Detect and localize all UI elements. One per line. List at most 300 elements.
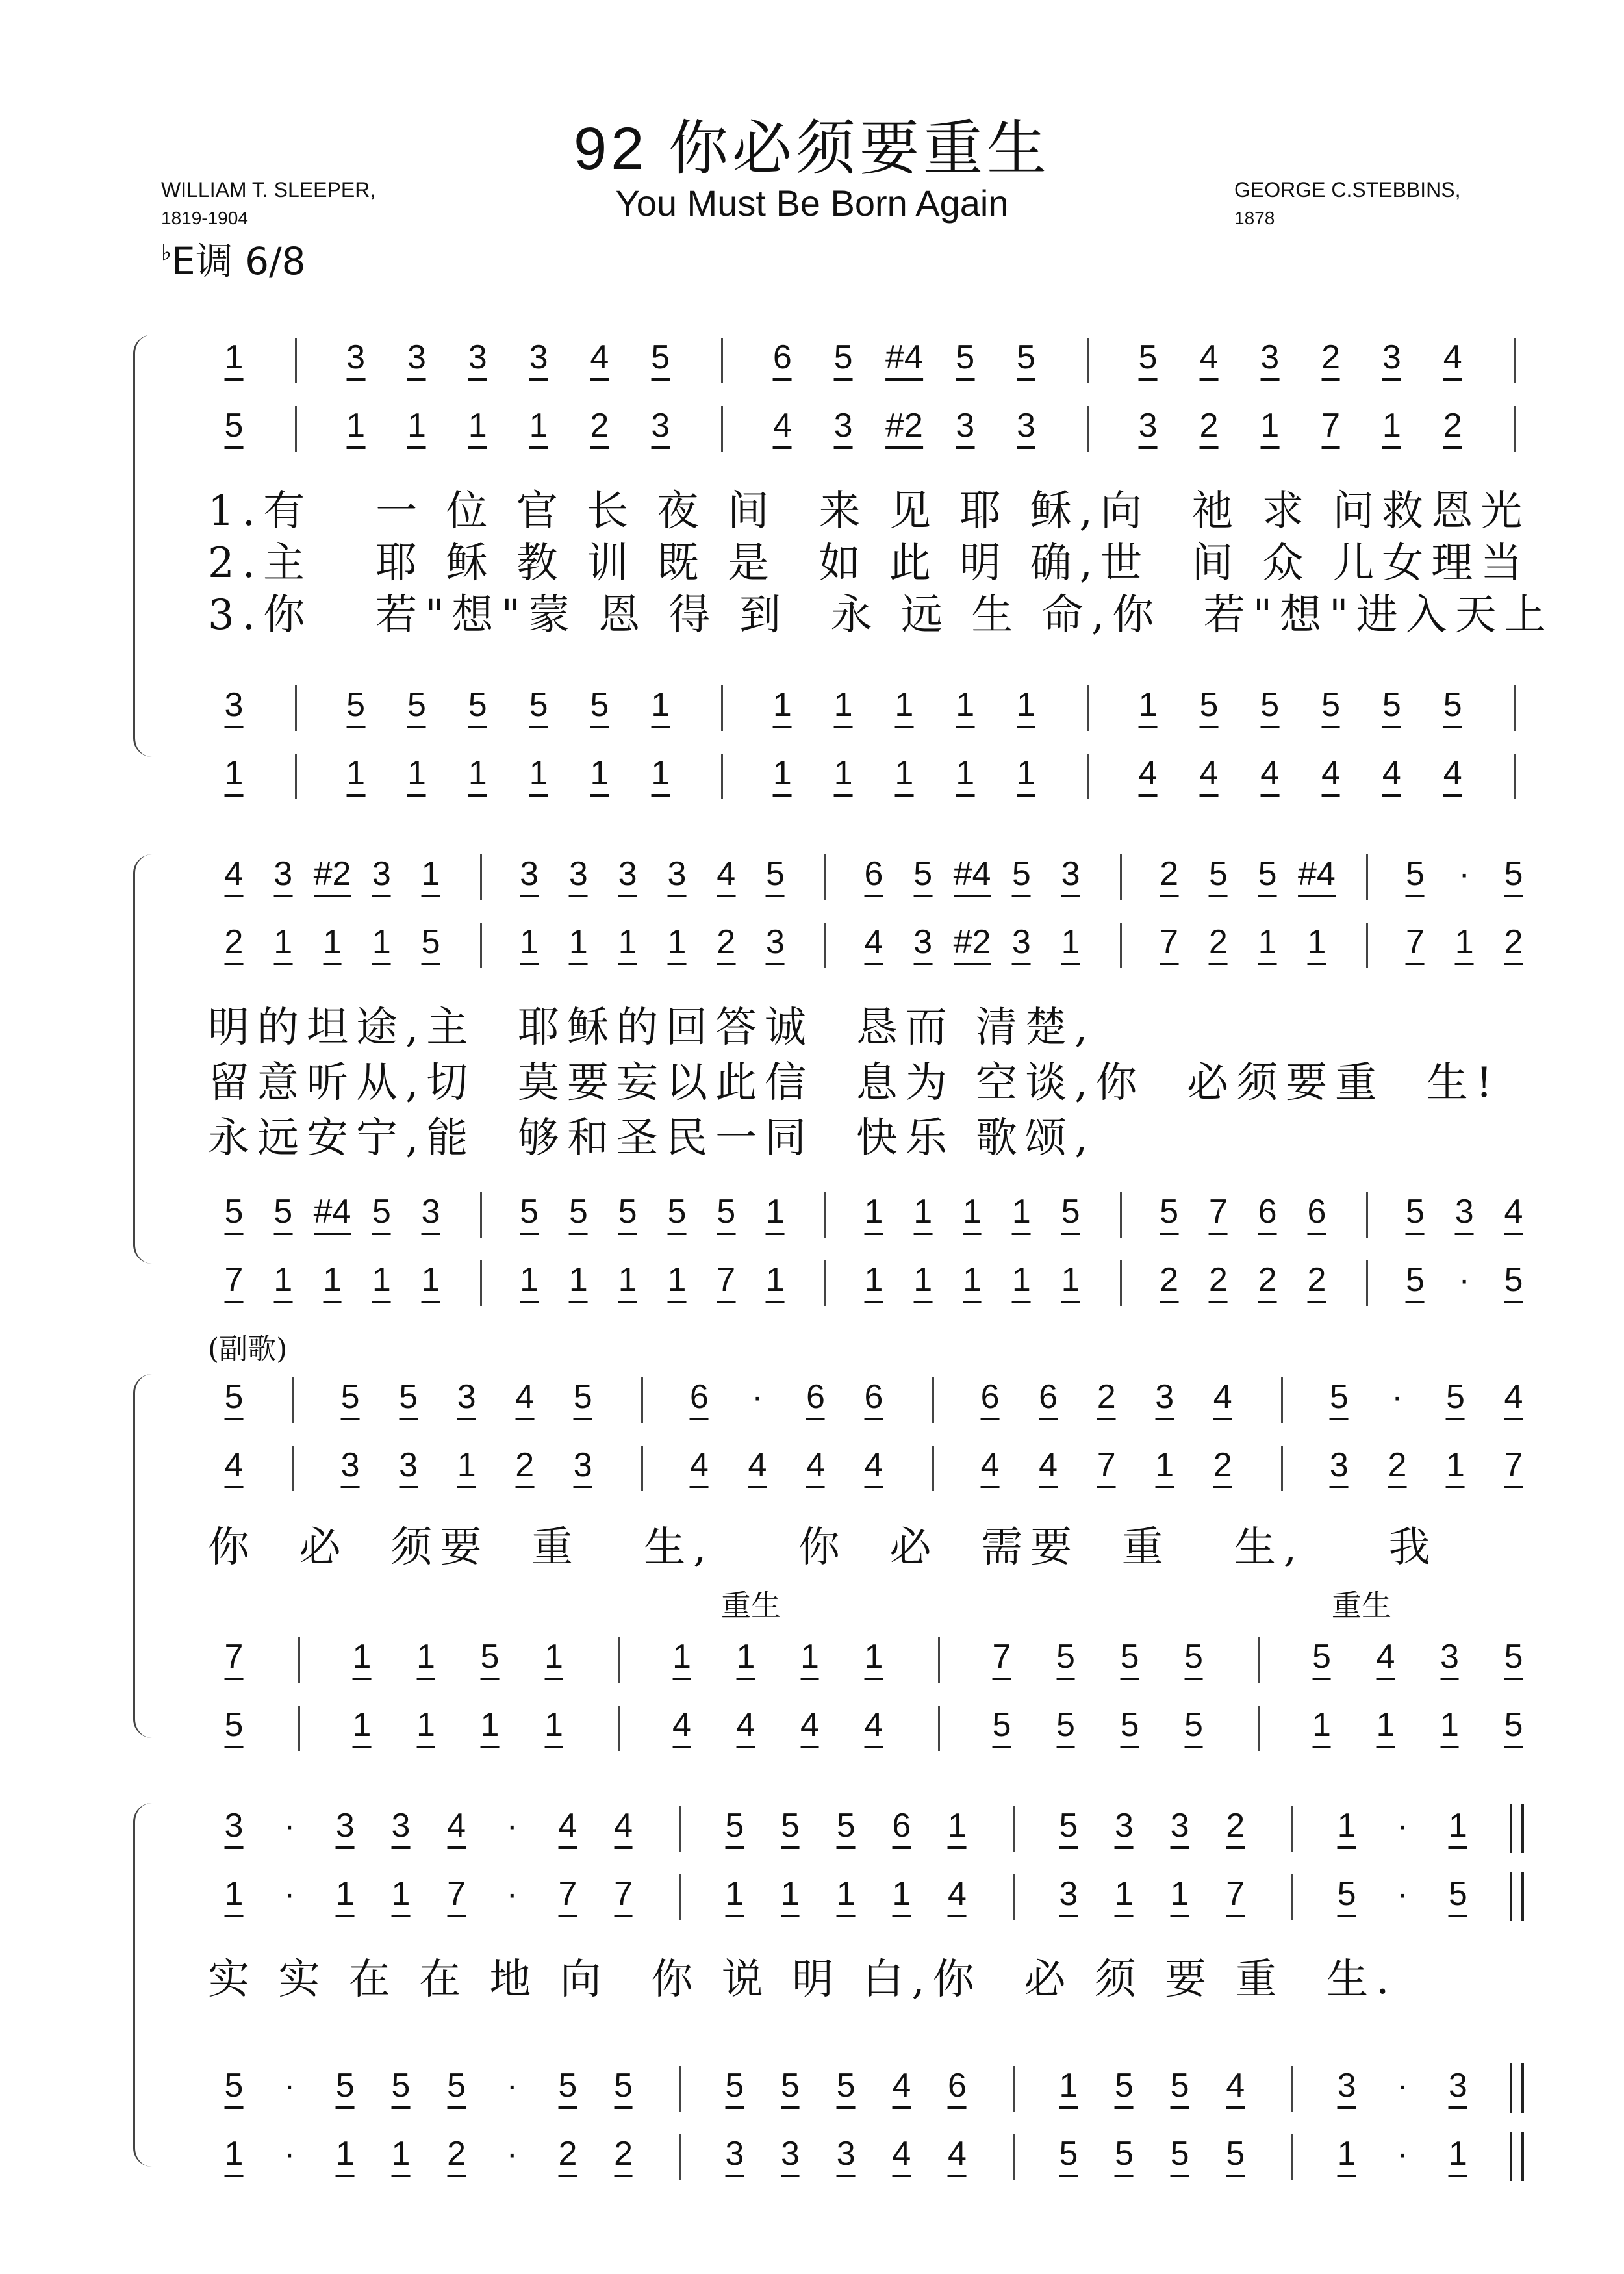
note-text: 1 [457,1446,476,1484]
note [225,1377,244,1420]
note-text: 1 [407,754,426,792]
underline [1449,1915,1467,1917]
underline [614,1915,633,1917]
note [346,685,365,728]
note-text: 5 [224,407,244,444]
note-text: 1 [1440,1706,1459,1744]
note-text: 1 [864,1638,883,1676]
underline [225,794,244,797]
note-text: 1 [1059,2067,1078,2104]
note-text: 5 [1329,1378,1349,1416]
note-text: 5 [1382,686,1401,724]
note-text: 1 [416,1638,435,1676]
note [837,2134,856,2177]
note [1330,1446,1349,1488]
note [273,1260,292,1303]
note [1199,338,1218,381]
note-text: 1 [335,2135,355,2173]
underline [1209,895,1228,897]
note [725,2066,744,2109]
dot-symbol [507,2134,518,2173]
underline [651,378,670,381]
note-text: 3 [372,855,391,893]
underline [614,2106,633,2109]
underline [1455,963,1474,965]
note-text: 5 [992,1706,1011,1744]
note-text: 2 [1226,1807,1245,1845]
note [737,1706,755,1748]
note [1443,685,1462,728]
barline [1087,685,1089,731]
note-text: 3 [421,1193,440,1231]
note-text: 1 [372,1261,391,1299]
note [225,2134,244,2177]
note [1012,923,1031,965]
note-text: · [1458,855,1470,893]
note-text: 3 [1138,407,1158,444]
note [773,406,792,449]
barline [721,754,723,799]
note [948,2134,967,2177]
note-text: 5 [1160,1193,1179,1231]
note-text: · [283,1875,296,1913]
underline [346,446,365,449]
note-text: 1 [781,1875,800,1913]
note [1139,406,1158,449]
underline [569,1301,588,1303]
note [468,754,487,797]
underline [892,2175,911,2177]
note-text: 5 [1260,686,1280,724]
note-text: 4 [224,1446,244,1484]
note-text: · [283,2135,296,2173]
note-text: 5 [1208,855,1228,893]
note [1504,1260,1523,1303]
note-text: 1 [346,754,366,792]
note-text: 1 [468,754,487,792]
note-text: 1 [651,686,670,724]
underline [1184,1746,1203,1748]
note-text: 7 [1321,407,1341,444]
note-text: 6 [806,1378,825,1416]
note [1226,1874,1245,1917]
note [481,1637,500,1680]
underline [1298,895,1336,897]
underline [1382,378,1401,381]
note-text: 4 [1260,754,1280,792]
note [1061,1192,1080,1235]
note-text: 1 [224,1875,244,1913]
underline [1012,1233,1031,1235]
underline [1039,1418,1058,1420]
note-text: 3 [836,2135,856,2173]
barline [295,338,297,383]
note [913,854,932,897]
underline [1115,2175,1134,2177]
underline [1307,963,1326,965]
note [1199,754,1218,797]
note [956,685,974,728]
note [651,338,670,381]
underline [1199,446,1218,449]
underline [372,1301,391,1303]
barline [1087,406,1089,452]
note [407,685,426,728]
note-text: 4 [1138,754,1158,792]
underline [346,378,365,381]
note-text: 4 [515,1378,535,1416]
dot-symbol [284,2066,295,2105]
flat-sign: ♭ [161,240,172,266]
underline [273,1301,292,1303]
underline [781,2106,800,2109]
underline [963,1233,982,1235]
note [273,1192,292,1235]
note-text: 1 [224,339,244,376]
note [892,2134,911,2177]
note-text: 3 [399,1446,418,1484]
notation-row [0,854,1624,906]
underline [391,1915,410,1917]
note [1056,1706,1075,1748]
note-text: 1 [407,407,426,444]
note-text: 1 [833,754,853,792]
lyric-line: 实 实 在 在 地 向 你 说 明 白,你 必 须 要 重 生. [208,1956,1397,2004]
barline [298,1706,300,1751]
underline [1226,2106,1245,2109]
barline [679,2066,681,2112]
note [1406,1260,1425,1303]
note [399,1377,418,1420]
underline [837,1915,856,1917]
note-text: 1 [1138,686,1158,724]
note [590,338,609,381]
underline [422,1301,440,1303]
underline [574,1418,592,1420]
note-text: 4 [1199,754,1219,792]
lyricist-name: WILLIAM T. SLEEPER, [161,178,376,201]
underline [1209,963,1228,965]
underline [913,1233,932,1235]
note-text: 5 [1321,686,1341,724]
barline [824,854,826,900]
underline [529,726,548,728]
underline [837,1846,856,1849]
underline [651,726,670,728]
note-text: 1 [529,754,548,792]
underline [1171,2106,1189,2109]
note-text: 5 [781,2067,800,2104]
note [766,1192,785,1235]
note-text: 1 [1017,754,1035,792]
final-barline [1510,1872,1524,1921]
note [1446,1446,1465,1488]
note-text: 1 [346,407,366,444]
note [468,406,487,449]
underline [725,1846,744,1849]
note [834,685,853,728]
note [1115,2066,1134,2109]
underline [1312,1678,1331,1680]
note [913,1192,932,1235]
note [1017,406,1035,449]
barline [292,1377,294,1423]
underline [993,1678,1011,1680]
underline [1504,1418,1523,1420]
barline [679,2134,681,2180]
note [1199,685,1218,728]
note-text: 7 [992,1638,1011,1676]
note [336,2134,355,2177]
note-text: 3 [765,923,785,961]
note-text: 5 [558,2067,577,2104]
note-text: 5 [1226,2135,1245,2173]
underline [885,446,923,449]
note-text: 1 [568,1261,588,1299]
note-text: 2 [1097,1378,1116,1416]
note-text: 1 [1260,407,1280,444]
barline [721,406,723,452]
underline [690,1486,709,1488]
note [1226,2134,1245,2177]
note [1298,854,1336,897]
underline [569,895,588,897]
note [353,1637,372,1680]
barline [480,854,482,900]
underline [314,1233,351,1235]
underline [618,1233,637,1235]
underline [781,2175,800,2177]
note [468,685,487,728]
note [865,1637,883,1680]
underline [468,446,487,449]
barline [1366,923,1368,968]
note-text: 1 [963,1261,982,1299]
note [834,338,853,381]
underline [725,2175,744,2177]
underline [457,1418,476,1420]
note [956,754,974,797]
underline [1504,1233,1523,1235]
note [225,754,244,797]
note-text: 1 [391,1875,411,1913]
underline [1017,726,1035,728]
note-text: 3 [340,1446,360,1484]
note [372,1260,391,1303]
note-text: 4 [1443,339,1462,376]
note-text: 1 [544,1638,563,1676]
underline [558,1846,577,1849]
dot-symbol [507,2066,518,2105]
underline [323,1301,342,1303]
note [781,1874,800,1917]
lyricist-years: 1819-1904 [161,208,248,228]
underline [894,794,913,797]
underline [1039,1486,1058,1488]
note-text: 5 [1504,1638,1523,1676]
note-text: 7 [224,1638,244,1676]
note [1121,1706,1139,1748]
underline [834,446,853,449]
note-text: 4 [1443,754,1462,792]
underline [1056,1746,1075,1748]
note-text: 5 [1337,1875,1356,1913]
note [618,854,637,897]
note-text: 2 [590,407,609,444]
note-text: 1 [1114,1875,1134,1913]
note-text: 5 [833,339,853,376]
underline [407,794,426,797]
barline [298,1637,300,1683]
note [1406,1192,1425,1235]
note-text: 5 [520,1193,539,1231]
underline [717,1301,735,1303]
note-text: 1 [913,1193,933,1231]
underline [341,1418,360,1420]
note [529,406,548,449]
note [225,1806,244,1849]
note-text: 4 [1504,1193,1523,1231]
note [225,1637,244,1680]
note-text: 5 [346,686,366,724]
note [725,1874,744,1917]
note [1504,923,1523,965]
refrain-label: (副歌) [208,1333,288,1366]
underline [834,726,853,728]
underline [913,963,932,965]
note [569,923,588,965]
barline [1291,2134,1293,2180]
note-text: 1 [544,1706,563,1744]
underline [672,1678,691,1680]
note-text: 3 [529,339,548,376]
note-text: 3 [1382,339,1401,376]
note [781,1806,800,1849]
note [225,854,244,897]
underline [954,963,991,965]
note [1115,1874,1134,1917]
note [1443,406,1462,449]
underline [1258,963,1277,965]
underline [1115,1846,1134,1849]
underline [1209,1233,1228,1235]
note [651,406,670,449]
note [353,1706,372,1748]
note-text: 5 [1114,2067,1134,2104]
underline [1061,963,1080,965]
note [1017,754,1035,797]
underline [1115,1915,1134,1917]
note [837,1806,856,1849]
note-text: 2 [1443,407,1462,444]
note-text: 1 [1061,923,1080,961]
note [865,1446,883,1488]
note [672,1706,691,1748]
note-text: · [283,2067,296,2104]
barline [1281,1446,1283,1491]
underline [225,726,244,728]
note-text: 5 [1059,1807,1078,1845]
note [520,1192,539,1235]
underline [1443,446,1462,449]
note [1382,338,1401,381]
underline [1226,1915,1245,1917]
underline [447,1915,466,1917]
underline [1504,1486,1523,1488]
note [558,1874,577,1917]
underline [1504,895,1523,897]
note [569,1260,588,1303]
note-text: 5 [224,1378,244,1416]
note [1039,1377,1058,1420]
underline [1260,378,1279,381]
note-text: 1 [956,754,975,792]
note-text: 4 [1226,2067,1245,2104]
note [1260,338,1279,381]
note-text: · [752,1378,763,1416]
note [1115,2134,1134,2177]
underline [667,1301,686,1303]
barline [1087,754,1089,799]
underline [273,963,292,965]
note-text: 4 [800,1706,819,1744]
note-text: 3 [1337,2067,1356,2104]
note-text: 6 [1258,1193,1277,1231]
note [748,1446,767,1488]
underline [1406,1233,1425,1235]
dot-symbol [1459,1260,1470,1299]
note [725,1806,744,1849]
underline [1446,1418,1465,1420]
note-text: 4 [1213,1378,1232,1416]
note [1338,1806,1356,1849]
note [468,338,487,381]
note [1504,1637,1523,1680]
underline [558,2106,577,2109]
underline [372,1233,391,1235]
barline [295,406,297,452]
barline [1258,1637,1260,1683]
underline [892,2106,911,2109]
underline [865,1678,883,1680]
note [865,1260,883,1303]
underline [225,1418,244,1420]
underline [336,2106,355,2109]
underline [457,1486,476,1488]
note-text: 6 [864,855,883,893]
notation-row [0,2134,1624,2186]
note-text: 5 [421,923,440,961]
note-text: 6 [1307,1193,1326,1231]
barline [1087,338,1089,383]
note-text: 7 [1097,1446,1116,1484]
underline [336,1915,355,1917]
note [590,685,609,728]
underline [766,1301,785,1303]
note-text: 3 [1155,1378,1174,1416]
note [837,2066,856,2109]
note-text: 1 [1445,1446,1465,1484]
note [1258,854,1277,897]
note-text: 4 [1039,1446,1058,1484]
underline [667,1233,686,1235]
underline [590,794,609,797]
note [1160,1192,1178,1235]
underline [773,726,792,728]
note [1139,754,1158,797]
note-text: 1 [480,1706,500,1744]
note [346,754,365,797]
